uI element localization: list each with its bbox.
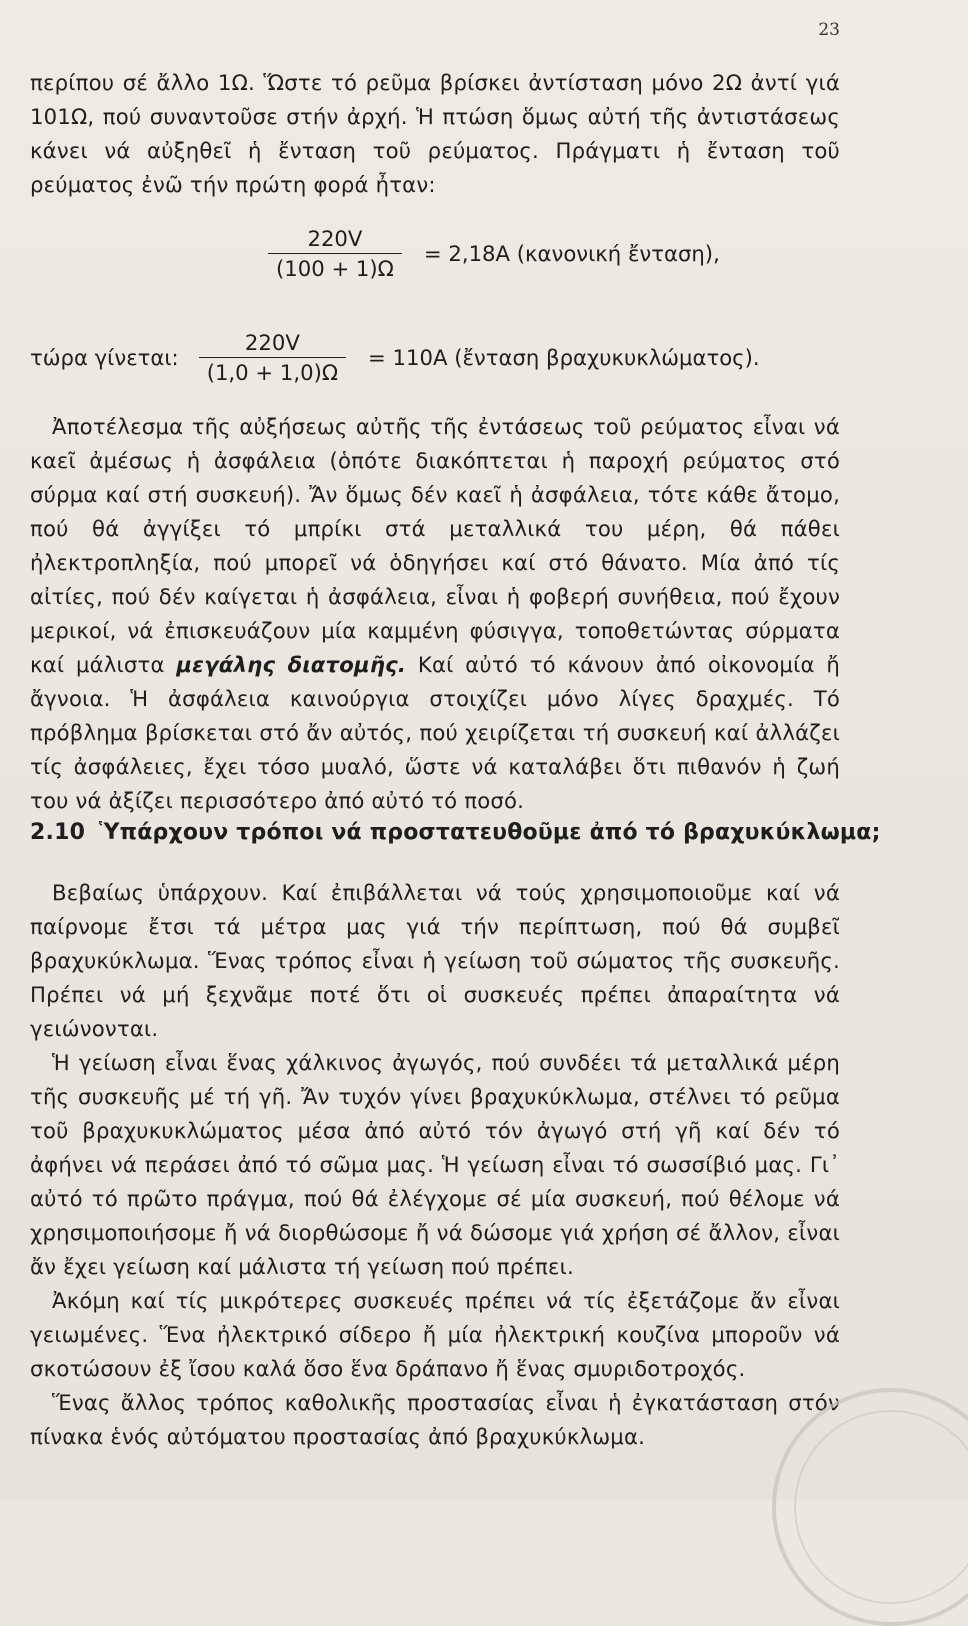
section-body [30, 876, 840, 1454]
fraction-numerator: 220V [307, 226, 363, 251]
paragraph-text-b: Καί αὐτό τό κάνουν ἀπό οἰκονομία ἤ ἄγνοια. Ἡ ἀσφάλεια καινούργια στοιχίζει μόνο λίγες δραχμές. Τό πρόβλημα βρίσκεται στό ἄν αὐτός, πού χειρίζεται τή συσκευή καί ἀλλάζει τίς ἀσφάλειες, ἔχει τόσο μυαλό, ὥστε νά καταλάβει ὅτι πιθανόν ἡ ζωή του νά ἀξίζει περισσότερο ἀπό αὐτό τό ποσό. [30, 652, 840, 813]
formula-result: = 110A (ἔνταση βραχυκυκλώματος). [368, 345, 760, 370]
intro-paragraph [30, 66, 840, 202]
fraction [199, 330, 346, 385]
fraction [268, 226, 402, 281]
formula-result: = 2,18A (κανονική ἔνταση), [423, 241, 720, 266]
emphasis-text: μεγάλης διατομῆς. [176, 652, 407, 677]
page-number: 23 [818, 20, 840, 40]
formula-lead-text: τώρα γίνεται: [30, 345, 179, 370]
paragraph-text-a: Ἀποτέλεσμα τῆς αὐξήσεως αὐτῆς τῆς ἐντάσεως τοῦ ρεύματος εἶναι νά καεῖ ἀμέσως ἡ ἀσφάλεια (ὁπότε διακόπτεται ἡ παροχή ρεύματος στό σύρμα καί στή συσκευή). Ἄν ὅμως δέν καεῖ ἡ ἀσφάλεια, τότε κάθε ἄτομο, πού θά ἀγγίξει τό μπρίκι στά μεταλλικά του μέρη, θά πάθει ἠλεκτροπληξία, πού μπορεῖ νά ὁδηγήσει καί στό θάνατο. Μία ἀπό τίς αἰτίες, πού δέν καίγεται ἡ ἀσφάλεια, εἶναι ἡ φοβερή συνήθεια, πού ἔχουν μερικοί, νά ἐπισκευάζουν μία καμμένη φύσιγγα, τοποθετώντας σύρματα καί μάλιστα [30, 414, 840, 677]
formula-short-circuit-current [30, 330, 760, 385]
paragraph-grounding: Ἡ γείωση εἶναι ἕνας χάλκινος ἀγωγός, πού συνδέει τά μεταλλικά μέρη τῆς συσκευῆς μέ τή γῆ. Ἄν τυχόν γίνει βραχυκύκλωμα, στέλνει τό ρεῦμα τοῦ βραχυκυκλώματος μέσα ἀπό αὐτό τόν ἀγωγό στή γῆ καί δέν τό ἀφήνει νά περάσει ἀπό τό σῶμα μας. Ἡ γείωση εἶναι τό σωσσίβιό μας. Γι᾽ αὐτό τό πρῶτο πράγμα, πού θά ἐλέγχομε σέ μία συσκευή, πού θέλομε νά χρησιμοποιήσομε ἤ νά διορθώσομε ἤ νά δώσομε γιά χρήση σέ ἄλλον, εἶναι ἄν ἔχει γείωση καί μάλιστα τή γείωση πού πρέπει. [30, 1050, 840, 1279]
paragraph-yes: Βεβαίως ὑπάρχουν. Καί ἐπιβάλλεται νά τούς χρησιμοποιοῦμε καί νά παίρνομε ἔτσι τά μέτρα μας γιά τήν περίπτωση, πού θά συμβεῖ βραχυκύκλωμα. Ἕνας τρόπος εἶναι ἡ γείωση τοῦ σώματος τῆς συσκευῆς. Πρέπει νά μή ξεχνᾶμε ποτέ ὅτι οἱ συσκευές πρέπει ἀπαραίτητα νά γειώνονται. [30, 880, 840, 1041]
fraction-denominator: (1,0 + 1,0)Ω [206, 360, 339, 385]
section-title: Ὑπάρχουν τρόποι νά προστατευθοῦμε ἀπό τό βραχυκύκλωμα; [98, 820, 881, 845]
section-number: 2.10 [30, 820, 86, 845]
fraction-denominator: (100 + 1)Ω [276, 256, 394, 281]
paragraph-small-devices: Ἀκόμη καί τίς μικρότερες συσκευές πρέπει νά τίς ἐξετάζομε ἄν εἶναι γειωμένες. Ἕνα ἠλεκτρικό σίδερο ἤ μία ἠλεκτρική κουζίνα μποροῦν νά σκοτώσουν ἐξ ἴσου καλά ὅσο ἕνα δράπανο ἤ ἕνας σμυριδοτροχός. [30, 1288, 840, 1381]
paragraph-breaker: Ἕνας ἄλλος τρόπος καθολικῆς προστασίας εἶναι ἡ ἐγκατάσταση στόν πίνακα ἑνός αὐτόματου προστασίας ἀπό βραχυκύκλωμα. [30, 1390, 840, 1449]
paragraph-consequences [30, 410, 840, 818]
formula-normal-current [268, 226, 720, 281]
fraction-numerator: 220V [244, 330, 300, 355]
section-heading [30, 820, 881, 845]
intro-text: περίπου σέ ἄλλο 1Ω. Ὥστε τό ρεῦμα βρίσκει ἀντίσταση μόνο 2Ω ἀντί γιά 101Ω, πού συναντοῦσε στήν ἀρχή. Ἡ πτώση ὅμως αὐτή τῆς ἀντιστάσεως κάνει νά αὐξηθεῖ ἡ ἔνταση τοῦ ρεύματος. Πράγματι ἡ ἔνταση τοῦ ρεύματος ἐνῶ τήν πρώτη φορά ἦταν: [30, 70, 840, 197]
